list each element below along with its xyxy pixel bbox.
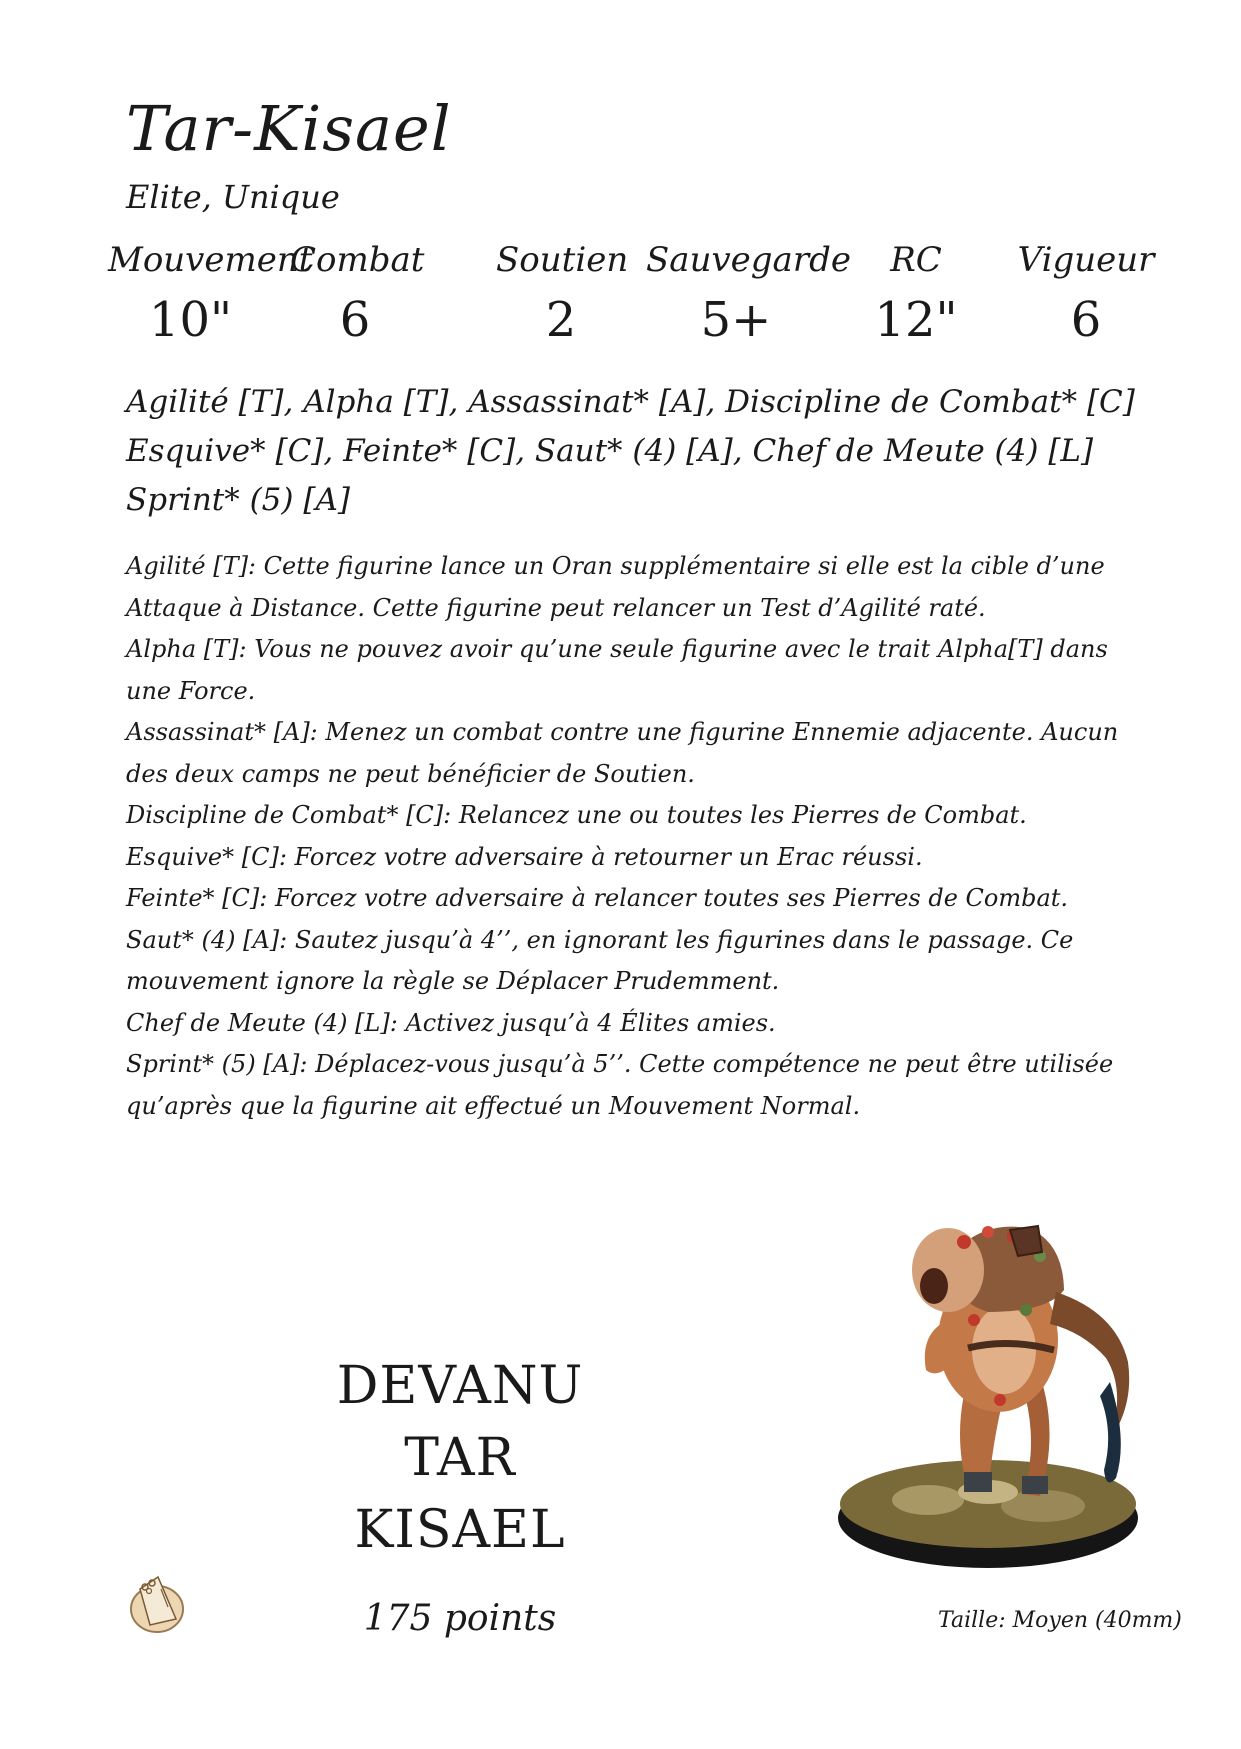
model-size-label: Taille: Moyen (40mm)	[938, 1608, 1182, 1633]
ability-text: Forcez votre adversaire à relancer toutes ses Pierres de Combat.	[274, 884, 1069, 912]
miniature-image	[828, 1200, 1173, 1580]
stat-mouvement	[108, 240, 313, 348]
card-title: Tar-Kisael	[126, 92, 452, 165]
faction-name	[300, 1350, 620, 1566]
ability-name: Esquive* [C]:	[126, 842, 287, 871]
ability-name: Chef de Meute (4) [L]:	[126, 1008, 398, 1037]
faction-line: TAR	[404, 1428, 516, 1488]
points-cost: 175 points	[363, 1598, 557, 1639]
ability-description	[126, 1044, 1126, 1127]
ability-description	[126, 629, 1126, 712]
ability-name: Assassinat* [A]:	[126, 718, 318, 746]
stat-combat	[290, 240, 425, 348]
stat-vigueur	[1016, 240, 1156, 348]
card-type: Elite, Unique	[126, 178, 340, 216]
abilities-list	[126, 378, 1136, 525]
stat-sauvegarde	[646, 240, 851, 348]
stat-value: 2	[545, 292, 577, 348]
ability-description	[126, 1003, 1126, 1045]
ability-name: Sprint* (5) [A]:	[126, 1050, 308, 1078]
stat-label: Mouvement	[108, 240, 313, 280]
stat-label: Vigueur	[1017, 240, 1155, 280]
stat-value: 10"	[148, 292, 233, 348]
ability-name: Feinte* [C]:	[126, 884, 268, 912]
abilities-line: Esquive* [C], Feinte* [C], Saut* (4) [A], Chef de Meute (4) [L]	[126, 433, 1094, 469]
ability-description	[126, 920, 1126, 1003]
ability-name: Alpha [T]:	[126, 635, 247, 663]
stat-value: 6	[339, 292, 371, 348]
ability-description	[126, 712, 1126, 795]
ability-description	[126, 546, 1126, 629]
ability-name: Agilité [T]:	[126, 552, 257, 580]
stat-value: 12"	[874, 292, 958, 348]
faction-line: DEVANU	[336, 1356, 584, 1416]
stat-label: Combat	[290, 240, 425, 280]
stat-value: 5+	[700, 292, 772, 348]
stat-label: Sauvegarde	[646, 240, 851, 280]
ability-text: Relancez une ou toutes les Pierres de Combat.	[458, 801, 1027, 829]
abilities-line: Agilité [T], Alpha [T], Assassinat* [A], Discipline de Combat* [C]	[126, 384, 1135, 420]
faction-line: KISAEL	[354, 1500, 566, 1560]
abilities-line: Sprint* (5) [A]	[126, 482, 350, 518]
ability-text: Sautez jusqu’à 4’’, en ignorant les figurines dans le passage. Ce mouvement ignore la règle se Déplacer Prudemment.	[126, 925, 1074, 995]
stat-soutien	[496, 240, 629, 348]
ability-text: Déplacez-vous jusqu’à 5’’. Cette compétence ne peut être utilisée qu’après que la figurine ait effectué un Mouvement Normal.	[126, 1050, 1114, 1120]
ability-text: Vous ne pouvez avoir qu’une seule figurine avec le trait Alpha[T] dans une Force.	[126, 635, 1108, 705]
ability-description	[126, 878, 1126, 920]
ability-name: Saut* (4) [A]:	[126, 925, 288, 954]
ability-text: Cette figurine lance un Oran supplémentaire si elle est la cible d’une Attaque à Distance. Cette figurine peut relancer un Test d’Agilité raté.	[126, 552, 1105, 622]
ability-text: Forcez votre adversaire à retourner un Erac réussi.	[294, 842, 923, 871]
ability-description	[126, 795, 1126, 837]
ability-text: Activez jusqu’à 4 Élites amies.	[405, 1008, 776, 1037]
faction-logo-icon	[128, 1569, 186, 1635]
ability-description	[126, 837, 1126, 879]
stat-value: 6	[1070, 292, 1102, 348]
ability-text: Menez un combat contre une figurine Ennemie adjacente. Aucun des deux camps ne peut bénéficier de Soutien.	[126, 718, 1119, 788]
ability-descriptions	[126, 546, 1126, 1127]
stat-label: RC	[890, 240, 942, 280]
stat-rc	[856, 240, 976, 348]
stat-label: Soutien	[496, 240, 629, 280]
ability-name: Discipline de Combat* [C]:	[126, 801, 452, 829]
